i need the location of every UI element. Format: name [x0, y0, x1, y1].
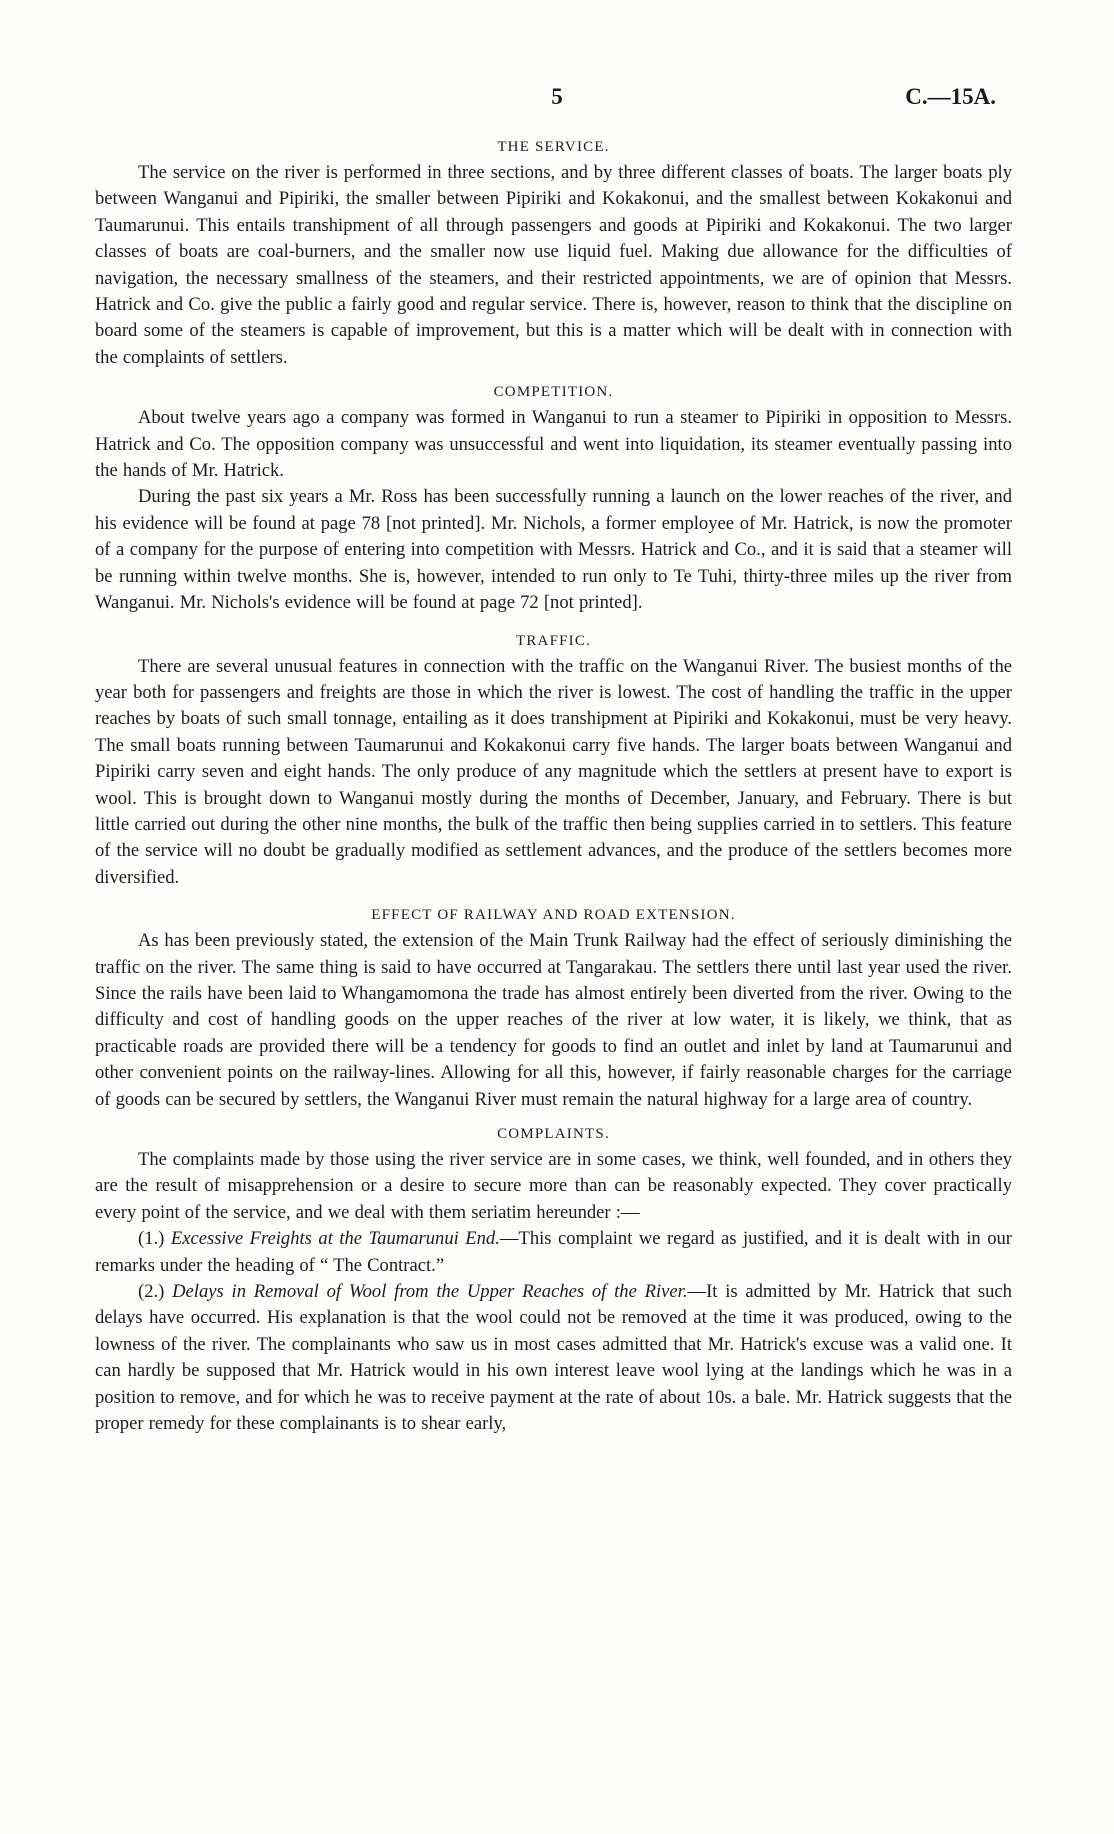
- section-heading-traffic: TRAFFIC.: [515, 632, 592, 649]
- paragraph: There are several unusual features in connection with the traffic on the Wanganui River. The busiest months of the year both for passengers and freights are those in which the river is lowest. The cost of handling the traffic in the upper reaches by boats of such small tonnage, entailing as it does transhipment at Pipiriki and Kokakonui, must be very heavy. The small boats running between Taumarunui and Kokakonui carry five hands. The larger boats between Wanganui and Pipiriki carry seven and eight hands. The only produce of any magnitude which the settlers at present have to export is wool. This is brought down to Wanganui mostly during the months of December, January, and February. There is but little carried out during the other nine months, the bulk of the traffic then being supplies carried in to settlers. This feature of the service will no doubt be gradually modified as settlement advances, and the produce of the settlers becomes more diversified.: [95, 655, 1012, 888]
- paragraph: During the past six years a Mr. Ross has been successfully running a launch on the lower reaches of the river, and his evidence will be found at page 78 [not printed]. Mr. Nichols, a former employee of Mr. Hatrick, is now the promoter of a company for the purpose of entering into competition with Messrs. Hatrick and Co., and it is said that a steamer will be running within twelve months. She is, however, intended to run only to Te Tuhi, thirty-three miles up the river from Wanganui. Mr. Nichols's evidence will be found at page 72 [not printed].: [95, 486, 1012, 614]
- complaint-number: (1.): [138, 1228, 165, 1250]
- paragraph: About twelve years ago a company was formed in Wanganui to run a steamer to Pipiriki in opposition to Messrs. Hatrick and Co. The opposition company was unsuccessful and went into liquidation, its steamer eventually passing into the hands of Mr. Hatrick.: [95, 407, 1012, 482]
- document-reference: C.—15A.: [905, 84, 996, 109]
- page-number: 5: [551, 84, 563, 109]
- section-heading-service: THE SERVICE.: [497, 139, 610, 155]
- page-header: [0, 84, 1114, 124]
- section-heading-railway-road-extension: EFFECT OF RAILWAY AND ROAD EXTENSION.: [371, 907, 736, 924]
- complaint-title: Excessive Freights at the Taumarunui End.: [170, 1228, 500, 1250]
- paragraph: The service on the river is performed in three sections, and by three different classes of boats. The larger boats ply between Wanganui and Pipiriki, the smaller between Pipiriki and Kokakonui, and the smallest between Kokakonui and Taumarunui. This entails transhipment of all through passengers and goods at Pipiriki and Kokakonui. The two larger classes of boats are coal-burners, and the smaller now use liquid fuel. Making due allowance for the difficulties of navigation, the necessary smallness of the steamers, and their restricted appointments, we are of opinion that Messrs. Hatrick and Co. give the public a fairly good and regular service. There is, however, reason to think that the discipline on board some of the steamers is capable of improvement, but this is a matter which will be dealt with in connection with the complaints of settlers.: [95, 162, 1012, 368]
- complaint-title: Delays in Removal of Wool from the Upper Reaches of the River.: [172, 1281, 688, 1303]
- complaint-number: (2.): [138, 1281, 165, 1303]
- paragraph: As has been previously stated, the extension of the Main Trunk Railway had the effect of seriously diminishing the traffic on the river. The same thing is said to have occurred at Tangarakau. The settlers there until last year used the river. Since the rails have been laid to Whangamomona the trade has almost entirely been diverted from the river. Owing to the difficulty and cost of handling goods on the upper reaches of the river at low water, it is likely, we think, that as practicable roads are provided there will be a tendency for goods to find an outlet and inlet by land at Taumarunui and other convenient points on the railway-lines. Allowing for all this, however, if fairly reasonable charges for the carriage of goods can be secured by settlers, the Wanganui River must remain the natural highway for a large area of country.: [95, 930, 1012, 1110]
- section-heading-competition: COMPETITION.: [493, 384, 614, 401]
- section-heading-complaints: COMPLAINTS.: [497, 1126, 610, 1142]
- paragraph: The complaints made by those using the river service are in some cases, we think, well founded, and in others they are the result of misapprehension or a desire to secure more than can be reasonably expected. They cover practically every point of the service, and we deal with them seriatim hereunder :—: [95, 1149, 1012, 1223]
- complaint-text: —This complaint we regard as justified, and it is dealt with in our remarks under the heading of “ The Contract.”: [95, 1228, 1013, 1276]
- complaint-item: [95, 1226, 1012, 1279]
- complaint-item: [95, 1279, 1012, 1437]
- document-body: [95, 134, 1012, 1437]
- complaint-text: —It is admitted by Mr. Hatrick that such delays have occurred. His explanation is that the wool could not be removed at the time it was produced, owing to the lowness of the river. The complainants who saw us in most cases admitted that Mr. Hatrick's excuse was a valid one. It can hardly be supposed that Mr. Hatrick would in his own interest leave wool lying at the landings which he was in a position to remove, and for which he was to receive payment at the rate of about 10s. a bale. Mr. Hatrick suggests that the proper remedy for these complainants is to shear early,: [95, 1281, 1012, 1435]
